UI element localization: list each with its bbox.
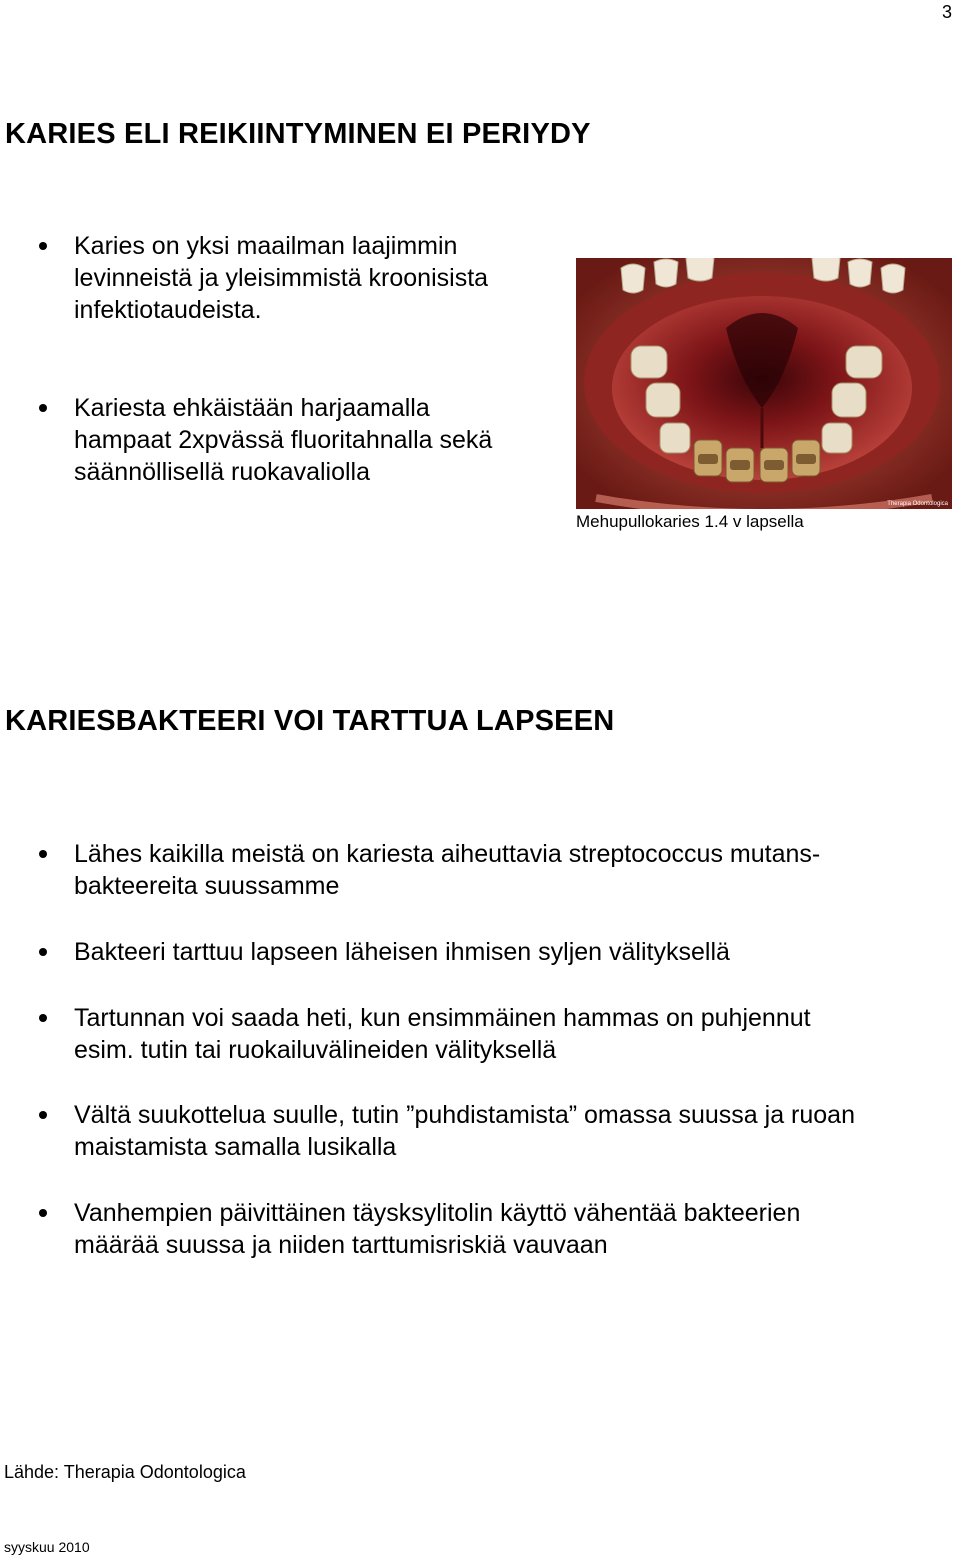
source-note: Lähde: Therapia Odontologica [4,1462,246,1482]
bullet-icon [39,850,47,858]
bullet-icon [39,242,47,250]
bullet-text: Tartunnan voi saada heti, kun ensimmäinen hammas on puhjennut esim. tutin tai ruokailuvälineiden välityksellä [74,1004,811,1064]
bullet-text: Kariesta ehkäistään harjaamalla hampaat 2xpvässä fluoritahnalla sekä säännöllisellä ruokavaliolla [74,394,493,486]
bullet-text: Vanhempien päivittäinen täysksylitolin käyttö vähentää bakteerien määrää suussa ja niiden tarttumisriskiä vauvaan [74,1199,801,1259]
page-number: 3 [941,2,952,22]
watermark-text: Therapia Odontologica [887,501,948,507]
tooth-decay-photo [576,258,952,509]
bullet-text: Lähes kaikilla meistä on kariesta aiheuttavia streptococcus mutans- bakteereita suussamme [74,840,821,900]
bullet-icon [39,404,47,412]
image-caption: Mehupullokaries 1.4 v lapsella [576,512,804,531]
section-heading-karies: KARIES ELI REIKIINTYMINEN EI PERIYDY [5,118,591,150]
bullet-icon [39,1209,47,1217]
bullet-icon [39,1111,47,1119]
bullet-text: Karies on yksi maailman laajimmin levinneistä ja yleisimmistä kroonisista infektiotaudeista. [74,232,489,324]
section-heading-kariesbakteeri: KARIESBAKTEERI VOI TARTTUA LAPSEEN [5,705,615,737]
bullet-icon [39,1014,47,1022]
footer-date: syyskuu 2010 [4,1539,90,1555]
mouth-illustration [576,258,952,509]
bullet-text: Vältä suukottelua suulle, tutin ”puhdistamista” omassa suussa ja ruoan maistamista samalla lusikalla [74,1101,855,1161]
bullet-text: Bakteeri tarttuu lapseen läheisen ihmisen syljen välityksellä [74,938,730,966]
bullet-icon [39,948,47,956]
